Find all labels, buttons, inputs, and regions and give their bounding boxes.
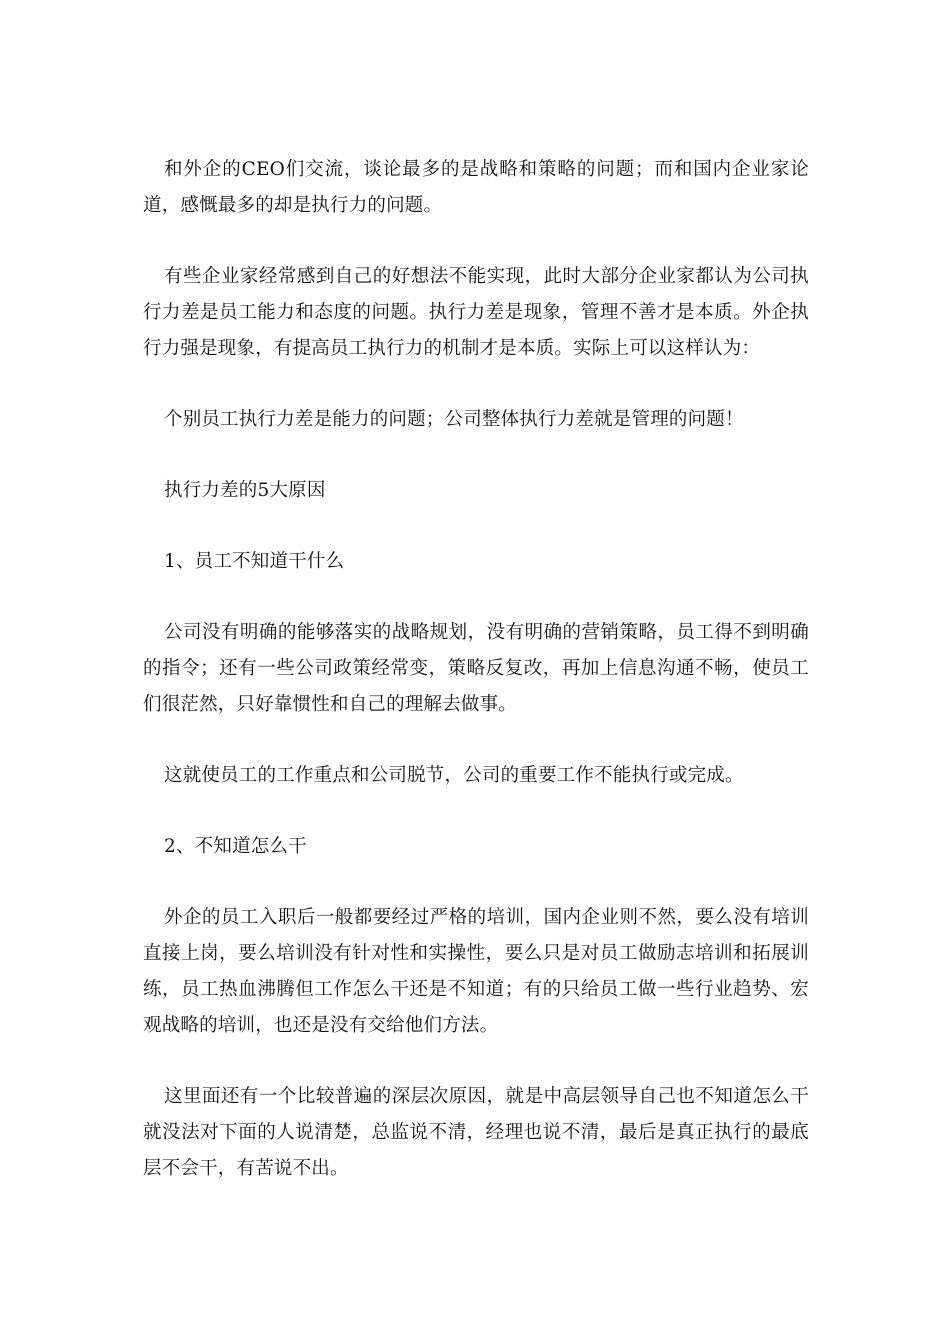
paragraph-reason-2-deep-cause: 这里面还有一个比较普遍的深层次原因，就是中高层领导自己也不知道怎么干就没法对下面的人说清楚，总监说不清，经理也说不清，最后是真正执行的最底层不会干，有苦说不出。: [143, 1086, 809, 1179]
paragraph-reason-2-detail: 外企的员工入职后一般都要经过严格的培训，国内企业则不然，要么没有培训直接上岗，要么培训没有针对性和实操性，要么只是对员工做励志培训和拓展训练，员工热血沸腾但工作怎么干还是不知道；有的只给员工做一些行业趋势、宏观战略的培训，也还是没有交给他们方法。: [143, 907, 809, 1036]
paragraph-ideas: 有些企业家经常感到自己的好想法不能实现，此时大部分企业家都认为公司执行力差是员工能力和态度的问题。执行力差是现象，管理不善才是本质。外企执行力强是现象，有提高员工执行力的机制才是本质。实际上可以这样认为：: [143, 266, 809, 359]
reason-heading-2: 2、不知道怎么干: [164, 836, 307, 857]
paragraph-reason-1-detail: 公司没有明确的能够落实的战略规划，没有明确的营销策略，员工得不到明确的指令；还有一些公司政策经常变，策略反复改，再加上信息沟通不畅，使员工们很茫然，只好靠惯性和自己的理解去做事。: [143, 622, 809, 715]
document-body: [143, 152, 809, 1187]
section-heading-reasons: 执行力差的5大原因: [164, 480, 326, 501]
paragraph-conclusion: 个别员工执行力差是能力的问题；公司整体执行力差就是管理的问题！: [164, 409, 744, 430]
paragraph-reason-1-result: 这就使员工的工作重点和公司脱节，公司的重要工作不能执行或完成。: [164, 765, 744, 786]
reason-heading-1: 1、员工不知道干什么: [164, 551, 345, 572]
paragraph-intro: 和外企的CEO们交流，谈论最多的是战略和策略的问题；而和国内企业家论道，感慨最多的却是执行力的问题。: [143, 159, 809, 216]
